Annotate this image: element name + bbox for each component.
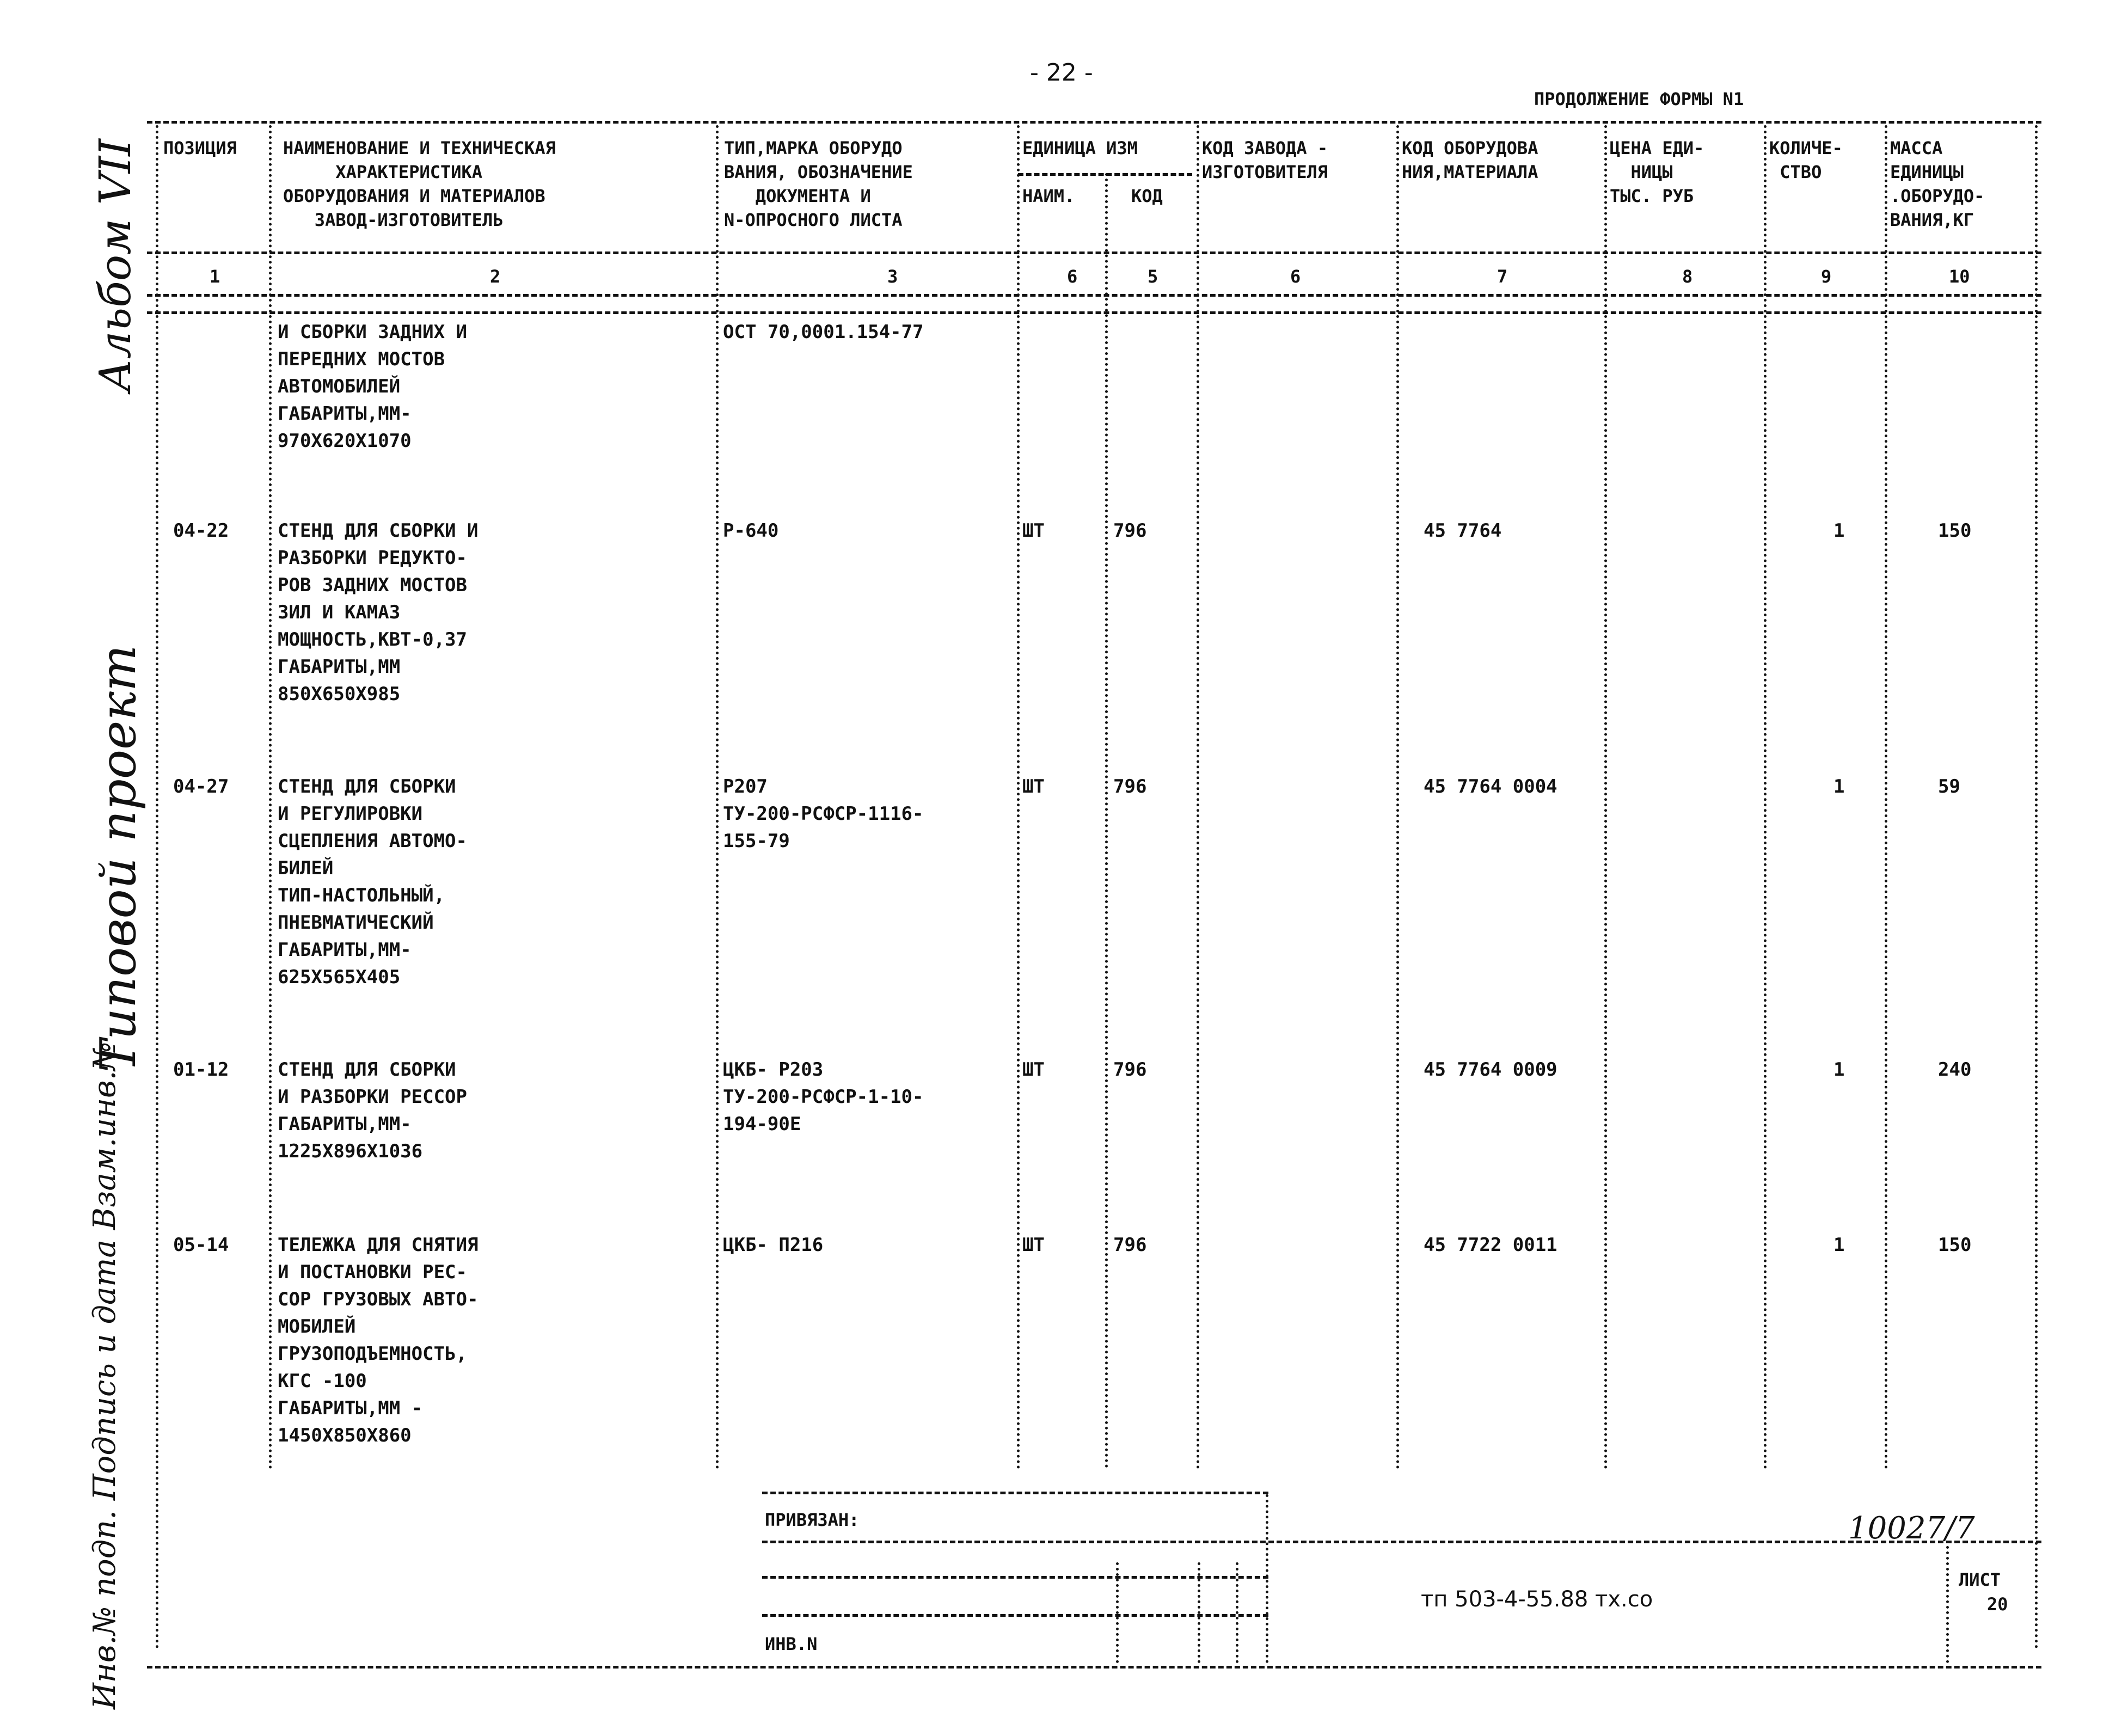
stamp-rule-3 [762,1576,1268,1579]
col-sep-left [156,125,158,1649]
row3-unit: ШТ [1022,1059,1045,1081]
row1-position: 04-22 [173,520,229,542]
row3-position: 01-12 [173,1059,229,1081]
col-num-7: 7 [1497,266,1508,287]
header-price: ЦЕНА ЕДИ- НИЦЫ ТЫС. РУБ [1610,138,1704,206]
header-quantity: КОЛИЧЕ- СТВО [1769,138,1843,182]
side-label-project: Типовой проект [90,645,147,1072]
row2-code: 796 [1113,776,1147,798]
row4-name: ТЕЛЕЖКА ДЛЯ СНЯТИЯ И ПОСТАНОВКИ РЕС- СОР ГРУЗОВЫХ АВТО- МОБИЛЕЙ ГРУЗОПОДЪЕМНОСТЬ, КГС -100 ГАБАРИТЫ,ММ - 1450X850X860 [278,1234,479,1446]
col-num-1: 1 [210,266,220,287]
row4-position: 05-14 [173,1234,229,1256]
row1-quantity: 1 [1833,520,1845,542]
row2-equipment-code: 45 7764 0004 [1424,776,1557,798]
row3-mass: 240 [1938,1059,1972,1081]
col-sep-9 [1885,125,1887,1470]
row1-name: СТЕНД ДЛЯ СБОРКИ И РАЗБОРКИ РЕДУКТО- РОВ ЗАДНИХ МОСТОВ ЗИЛ И КАМАЗ МОЩНОСТЬ,КВТ-0,37 ГАБАРИТЫ,ММ 850X650X985 [278,520,479,705]
row0-type: ОСТ 70,0001.154-77 [723,321,924,343]
stamp-sep-sheet [1946,1546,1949,1663]
rule-header-bottom [147,251,2041,254]
stamp-doc-code: тп 503-4-55.88 тх.со [1421,1587,1653,1612]
row4-code: 796 [1113,1234,1147,1256]
stamp-sheet-value: 20 [1987,1594,2008,1615]
row2-quantity: 1 [1833,776,1845,798]
rule-top [147,121,2041,124]
row3-type: ЦКБ- Р203 ТУ-200-РСФСР-1-10- 194-90Е [723,1059,924,1135]
row4-type: ЦКБ- П216 [723,1234,824,1256]
stamp-sep-1 [1266,1494,1268,1663]
side-label-album: Альбом VII [90,139,140,392]
stamp-rule-4 [762,1614,1268,1617]
col-num-3: 3 [887,266,898,287]
header-equipment-code: КОД ОБОРУДОВА НИЯ,МАТЕРИАЛА [1402,138,1538,182]
col-num-8: 8 [1682,266,1693,287]
row3-equipment-code: 45 7764 0009 [1424,1059,1557,1081]
col-sep-7 [1604,125,1607,1470]
stamp-privyazan: ПРИВЯЗАН: [765,1510,860,1530]
stamp-sep-3 [1198,1562,1200,1663]
rule-body-top [147,311,2041,314]
col-sep-1 [269,125,272,1470]
col-sep-5 [1197,125,1199,1470]
stamp-inv: ИНВ.N [765,1634,818,1654]
row2-unit: ШТ [1022,776,1045,798]
row1-unit: ШТ [1022,520,1045,542]
rule-numbers-bottom [147,294,2041,297]
row2-position: 04-27 [173,776,229,798]
form-continuation: ПРОДОЛЖЕНИЕ ФОРМЫ N1 [1534,89,1744,109]
row4-unit: ШТ [1022,1234,1045,1256]
row0-name: И СБОРКИ ЗАДНИХ И ПЕРЕДНИХ МОСТОВ АВТОМОБИЛЕЙ ГАБАРИТЫ,ММ- 970X620X1070 [278,321,467,452]
row1-code: 796 [1113,520,1147,542]
header-type: ТИП,МАРКА ОБОРУДО ВАНИЯ, ОБОЗНАЧЕНИЕ ДОКУМЕНТА И N-ОПРОСНОГО ЛИСТА [724,138,913,230]
header-maker-code: КОД ЗАВОДА - ИЗГОТОВИТЕЛЯ [1202,138,1328,182]
row2-type: Р207 ТУ-200-РСФСР-1116- 155-79 [723,776,924,852]
row1-equipment-code: 45 7764 [1424,520,1502,542]
header-mass: МАССА ЕДИНИЦЫ .ОБОРУДО- ВАНИЯ,КГ [1890,138,1985,230]
side-label-signature: Инв.№ подп. Подпись и дата Взам.инв.№ [87,1041,122,1709]
col-sep-2 [716,125,719,1470]
stamp-doc-number: 10027/7 [1848,1511,1975,1546]
stamp-sep-4 [1236,1562,1238,1663]
col-num-9: 9 [1821,266,1832,287]
row4-equipment-code: 45 7722 0011 [1424,1234,1557,1256]
col-num-2: 2 [490,266,501,287]
row3-quantity: 1 [1833,1059,1845,1081]
header-position: ПОЗИЦИЯ [163,138,237,158]
col-num-10: 10 [1949,266,1970,287]
col-sep-3 [1017,125,1020,1470]
stamp-rule-1 [762,1492,1268,1494]
header-unit-code: КОД [1131,186,1163,206]
row1-mass: 150 [1938,520,1972,542]
header-unit: ЕДИНИЦА ИЗМ [1022,138,1138,158]
col-sep-4 [1105,173,1108,1469]
row3-code: 796 [1113,1059,1147,1081]
col-num-5: 5 [1148,266,1158,287]
col-num-4: 6 [1067,266,1078,287]
header-name: НАИМЕНОВАНИЕ И ТЕХНИЧЕСКАЯ ХАРАКТЕРИСТИКА ОБОРУДОВАНИЯ И МАТЕРИАЛОВ ЗАВОД-ИЗГОТОВИТЕЛЬ [283,138,556,230]
col-sep-8 [1764,125,1767,1470]
col-num-6: 6 [1290,266,1301,287]
row2-name: СТЕНД ДЛЯ СБОРКИ И РЕГУЛИРОВКИ СЦЕПЛЕНИЯ АВТОМО- БИЛЕЙ ТИП-НАСТОЛЬНЫЙ, ПНЕВМАТИЧЕСКИЙ ГАБАРИТЫ,ММ- 625X565X405 [278,776,467,988]
row1-type: Р-640 [723,520,779,542]
stamp-sheet-label: ЛИСТ [1959,1569,2001,1590]
header-unit-name: НАИМ. [1022,186,1075,206]
page-number: - 22 - [1030,59,1093,87]
row4-mass: 150 [1938,1234,1972,1256]
stamp-sep-2 [1116,1562,1119,1663]
row4-quantity: 1 [1833,1234,1845,1256]
rule-page-bottom [147,1666,2041,1668]
col-sep-right [2035,125,2038,1649]
row3-name: СТЕНД ДЛЯ СБОРКИ И РАЗБОРКИ РЕССОР ГАБАРИТЫ,ММ- 1225X896X1036 [278,1059,467,1162]
row2-mass: 59 [1938,776,1960,798]
col-sep-6 [1396,125,1399,1470]
